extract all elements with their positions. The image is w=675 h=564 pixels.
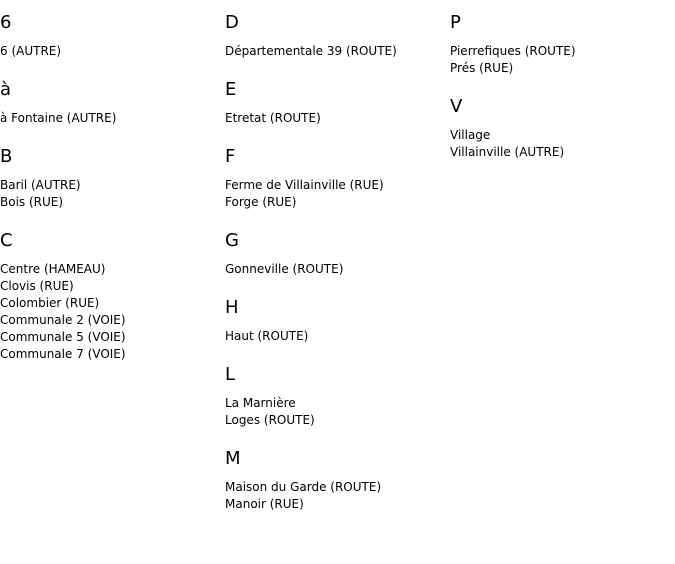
street-entry[interactable]: Communale 5 (VOIE) (0, 330, 126, 344)
street-list (225, 43, 445, 60)
street-entry[interactable]: Villainville (AUTRE) (450, 145, 565, 159)
street-entry[interactable]: Colombier (RUE) (0, 296, 100, 310)
street-entry[interactable]: Forge (RUE) (225, 195, 297, 209)
letter-heading: M (225, 448, 241, 469)
letter-group (225, 12, 445, 60)
letter-group (225, 146, 445, 211)
street-entry[interactable]: Manoir (RUE) (225, 497, 304, 511)
letter-heading: G (225, 230, 239, 251)
letter-heading: B (0, 146, 13, 167)
letter-heading: à (0, 79, 12, 100)
street-list (225, 328, 445, 345)
letter-group (0, 12, 220, 60)
letter-group (0, 79, 220, 127)
street-entry[interactable]: Clovis (RUE) (0, 279, 74, 293)
street-list (225, 479, 445, 513)
letter-group (225, 364, 445, 429)
street-list (225, 177, 445, 211)
street-entry[interactable]: Pierrefiques (ROUTE) (450, 44, 576, 58)
street-list (225, 395, 445, 429)
street-entry[interactable]: à Fontaine (AUTRE) (0, 111, 117, 125)
letter-group (0, 230, 220, 363)
street-list (0, 43, 220, 60)
letter-heading: L (225, 364, 236, 385)
street-list (0, 110, 220, 127)
letter-group (0, 146, 220, 211)
street-entry[interactable]: Bois (RUE) (0, 195, 64, 209)
street-entry[interactable]: Ferme de Villainville (RUE) (225, 178, 384, 192)
letter-group (225, 297, 445, 345)
street-list (450, 127, 670, 161)
letter-group (450, 12, 670, 77)
letter-heading: D (225, 12, 239, 33)
index-column-1 (0, 12, 220, 382)
street-list (225, 110, 445, 127)
street-entry[interactable]: Maison du Garde (ROUTE) (225, 480, 382, 494)
letter-group (225, 79, 445, 127)
street-entry[interactable]: Village (450, 128, 491, 142)
letter-heading: F (225, 146, 236, 167)
letter-heading: P (450, 12, 461, 33)
street-list (0, 261, 220, 363)
street-entry[interactable]: Prés (RUE) (450, 61, 514, 75)
street-entry[interactable]: Gonneville (ROUTE) (225, 262, 344, 276)
street-entry[interactable]: 6 (AUTRE) (0, 44, 62, 58)
letter-heading: H (225, 297, 239, 318)
letter-group (225, 230, 445, 278)
street-entry[interactable]: Etretat (ROUTE) (225, 111, 321, 125)
street-entry[interactable]: Départementale 39 (ROUTE) (225, 44, 397, 58)
street-list (0, 177, 220, 211)
letter-group (225, 448, 445, 513)
street-list (225, 261, 445, 278)
street-entry[interactable]: Centre (HAMEAU) (0, 262, 106, 276)
street-entry[interactable]: Haut (ROUTE) (225, 329, 309, 343)
letter-heading: 6 (0, 12, 12, 33)
letter-heading: C (0, 230, 13, 251)
index-column-3 (450, 12, 670, 180)
street-list (450, 43, 670, 77)
letter-heading: V (450, 96, 463, 117)
index-column-2 (225, 12, 445, 532)
street-entry[interactable]: La Marnière (225, 396, 296, 410)
street-entry[interactable]: Communale 2 (VOIE) (0, 313, 126, 327)
street-entry[interactable]: Baril (AUTRE) (0, 178, 81, 192)
letter-group (450, 96, 670, 161)
street-entry[interactable]: Communale 7 (VOIE) (0, 347, 126, 361)
letter-heading: E (225, 79, 237, 100)
street-entry[interactable]: Loges (ROUTE) (225, 413, 315, 427)
